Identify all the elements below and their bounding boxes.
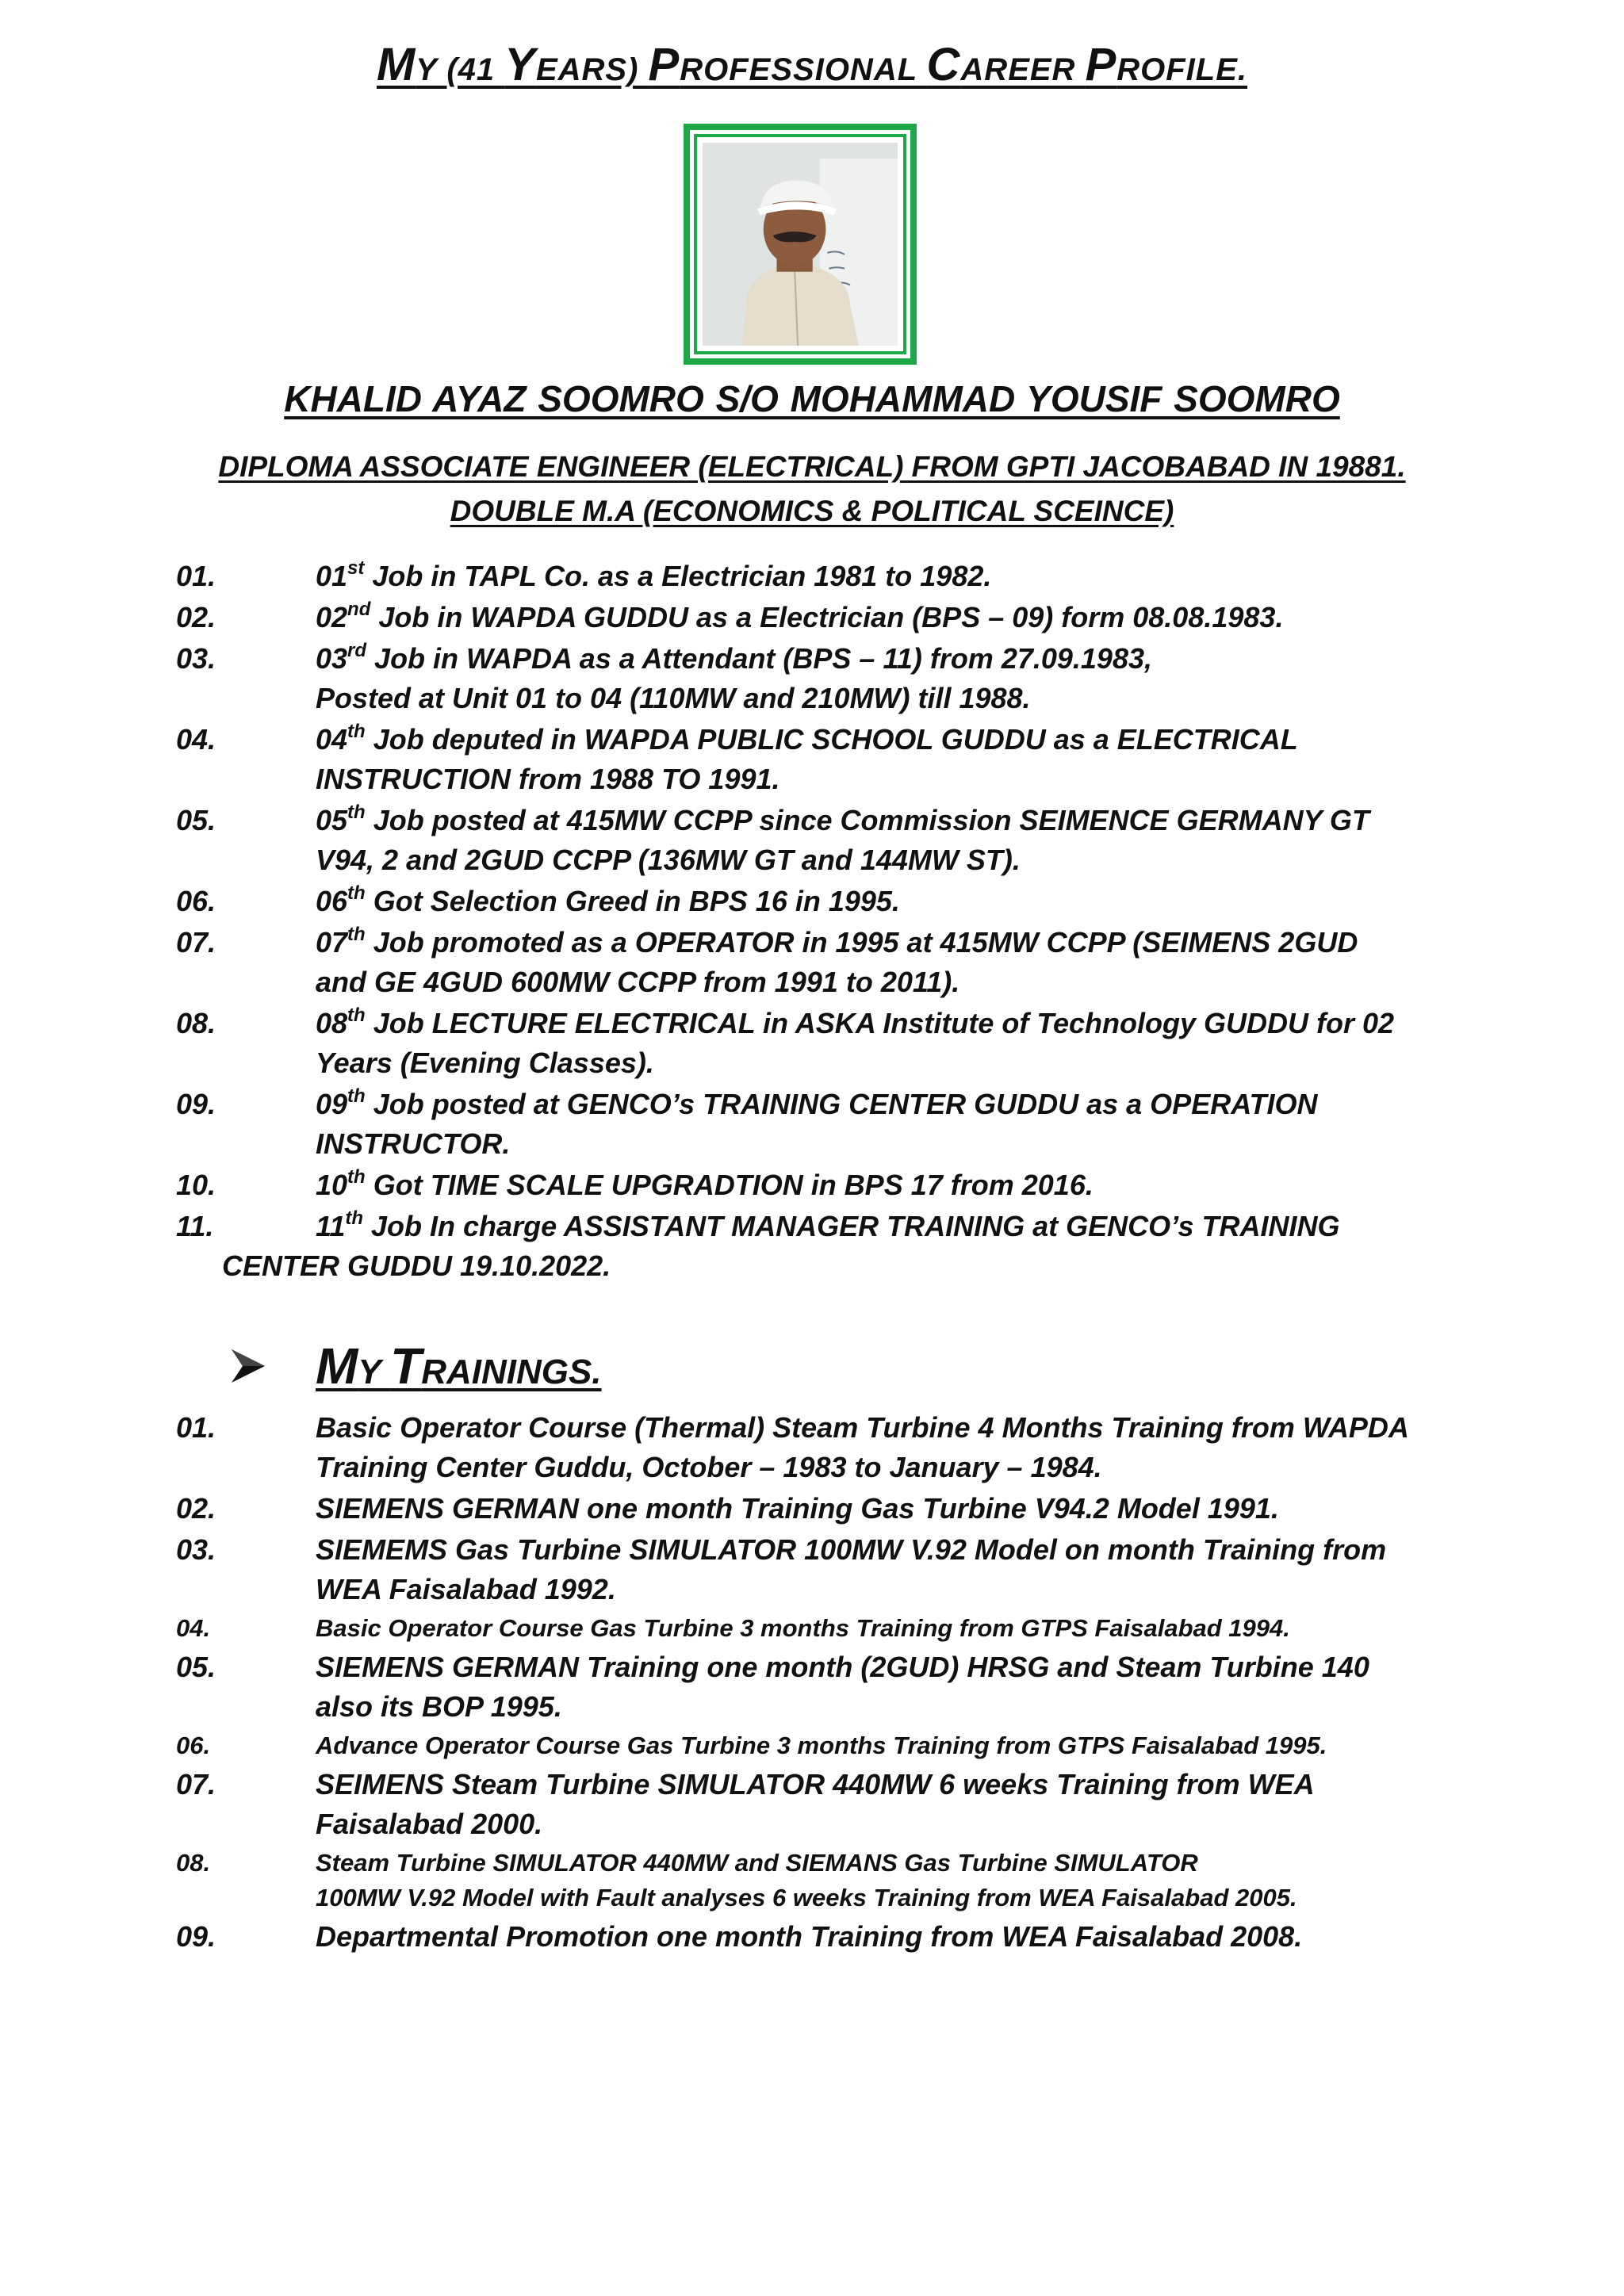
ordinal-suffix: th [347,924,366,945]
item-text: 100MW V.92 Model with Fault analyses 6 weeks Training from WEA Faisalabad 2005. [316,1884,1297,1911]
ordinal-suffix: th [347,1166,366,1188]
career-item [0,557,1624,601]
item-text: SIEMEMS Gas Turbine SIMULATOR 100MW V.92 Model on month Training from [316,1533,1387,1566]
item-text [316,966,959,999]
career-item [0,804,1624,885]
title-segment: M [316,1337,358,1395]
training-item [0,1492,1624,1533]
trainings-title [316,1337,602,1395]
training-item [0,1768,1624,1849]
ordinal-suffix: rd [347,640,367,661]
item-text [316,1004,1395,1040]
item-number: 05. [176,1651,216,1683]
profile-photo-frame [684,124,917,365]
ordinal-suffix: th [347,1085,366,1107]
item-number: 09. [176,1920,216,1953]
item-text [316,844,1021,877]
item-text: Departmental Promotion one month Training from WEA Faisalabad 2008. [316,1920,1303,1953]
item-text [316,926,1358,959]
text-run: Job in WAPDA GUDDU as a Electrician (BPS – 09) form 08.08.1983. [370,601,1284,633]
career-list [0,557,1624,1291]
title-segment: T [390,1337,422,1395]
item-text: SIEMENS GERMAN one month Training Gas Turbine V94.2 Model 1991. [316,1492,1279,1525]
item-text: SEIMENS Steam Turbine SIMULATOR 440MW 6 weeks Training from WEA [316,1768,1315,1800]
title-segment: Y [358,1353,391,1391]
text-run: Years (Evening Classes). [316,1047,654,1079]
item-number: 06. [176,885,216,917]
ordinal-suffix: th [347,802,366,823]
item-text [316,763,780,796]
text-run: 05 [316,804,348,836]
item-text [316,1127,510,1161]
text-run: Job in WAPDA as a Attendant (BPS – 11) from 27.09.1983, [366,642,1152,675]
career-item [0,723,1624,804]
profile-photo [703,143,898,346]
trainings-list [0,1411,1624,1961]
item-text [316,804,1369,837]
training-item [0,1651,1624,1732]
title-segment: EARS) [535,52,649,87]
training-item [0,1849,1624,1920]
text-run: CENTER GUDDU 19.10.2022. [222,1249,611,1282]
title-segment: AREER [960,52,1086,87]
text-run: and GE 4GUD 600MW CCPP from 1991 to 2011). [316,966,960,998]
item-text [316,1085,1318,1121]
name-line: KHALID AYAZ SOOMRO S/O MOHAMMAD YOUSIF SOOMRO [284,378,1340,419]
item-number: 10. [176,1169,216,1201]
title-segment: P [1085,39,1117,90]
item-number: 04. [176,723,216,756]
title-segment: 41 [458,52,505,87]
ordinal-suffix: th [345,1207,364,1229]
item-text: Basic Operator Course Gas Turbine 3 months Training from GTPS Faisalabad 1994. [316,1614,1290,1642]
item-text [316,682,1031,715]
item-number: 02. [176,1492,216,1525]
item-text [316,1207,1340,1243]
title-segment: C [926,39,961,90]
training-item [0,1533,1624,1614]
text-run: Job in TAPL Co. as a Electrician 1981 to 1982. [364,560,992,592]
text-run: 03 [316,642,348,675]
text-run: INSTRUCTION from 1988 TO 1991. [316,763,780,795]
title-segment: P [648,39,680,90]
text-run: 10 [316,1169,348,1201]
text-run: V94, 2 and 2GUD CCPP (136MW GT and 144MW ST). [316,844,1021,876]
title-segment: ROFESSIONAL [680,52,927,87]
item-text: WEA Faisalabad 1992. [316,1573,616,1605]
text-run: Job posted at GENCO’s TRAINING CENTER GUDDU as a OPERATION [365,1088,1318,1120]
item-text: Faisalabad 2000. [316,1808,543,1840]
text-run: 02 [316,601,348,633]
text-run: 11 [316,1210,346,1242]
item-text [222,1249,611,1283]
text-run: Posted at Unit 01 to 04 (110MW and 210MW) till 1988. [316,682,1031,714]
ordinal-suffix: th [347,882,366,904]
career-item [0,1085,1624,1169]
text-run: 01 [316,560,348,592]
career-item [0,1207,1624,1291]
text-run: Job deputed in WAPDA PUBLIC SCHOOL GUDDU as a ELECTRICAL [365,723,1298,756]
item-number: 03. [176,642,216,675]
text-run: 04 [316,723,348,756]
qualification-line-1: DIPLOMA ASSOCIATE ENGINEER (ELECTRICAL) FROM GPTI JACOBABAD IN 19881. [218,450,1406,483]
text-run: 07 [316,926,348,959]
item-text: Steam Turbine SIMULATOR 440MW and SIEMANS Gas Turbine SIMULATOR [316,1849,1198,1877]
text-run: Job In charge ASSISTANT MANAGER TRAINING at GENCO’s TRAINING [363,1210,1340,1242]
item-text [316,882,900,918]
item-number: 03. [176,1533,216,1566]
training-item [0,1920,1624,1961]
training-item [0,1411,1624,1492]
text-run: Job LECTURE ELECTRICAL in ASKA Institute of Technology GUDDU for 02 [365,1007,1395,1039]
ordinal-suffix: th [347,721,366,742]
item-number: 01. [176,1411,216,1444]
item-number: 02. [176,601,216,633]
text-run: Job posted at 415MW CCPP since Commission SEIMENCE GERMANY GT [365,804,1369,836]
qualification-line-2: DOUBLE M.A (ECONOMICS & POLITICAL SCEINCE) [450,495,1174,527]
item-text [316,1047,654,1080]
item-number: 04. [176,1614,211,1642]
item-text: Training Center Guddu, October – 1983 to January – 1984. [316,1451,1102,1483]
item-text: Basic Operator Course (Thermal) Steam Turbine 4 Months Training from WAPDA [316,1411,1409,1444]
item-text: also its BOP 1995. [316,1690,562,1723]
item-number: 05. [176,804,216,836]
text-run: INSTRUCTOR. [316,1127,511,1160]
item-text [316,1166,1094,1202]
text-run: 06 [316,885,348,917]
text-run: Got Selection Greed in BPS 16 in 1995. [365,885,900,917]
career-item [0,1166,1624,1210]
item-text [316,601,1283,634]
item-text: SIEMENS GERMAN Training one month (2GUD) HRSG and Steam Turbine 140 [316,1651,1369,1683]
text-run: Got TIME SCALE UPGRADTION in BPS 17 from 2016. [365,1169,1094,1201]
training-item [0,1614,1624,1651]
ordinal-suffix: nd [347,599,371,620]
item-text [316,723,1298,756]
title-segment: M [376,39,416,90]
trainings-heading [228,1337,704,1400]
title-segment: ROFILE. [1116,52,1248,87]
ordinal-suffix: th [347,1004,366,1026]
text-run: 09 [316,1088,348,1120]
item-number: 08. [176,1007,216,1039]
career-item [0,1004,1624,1088]
title-segment: Y ( [416,52,458,87]
title-segment: Y [504,39,536,90]
item-number: 07. [176,1768,216,1800]
training-item [0,1732,1624,1768]
ordinal-suffix: st [347,557,365,579]
text-run: 08 [316,1007,348,1039]
career-item [0,926,1624,1007]
page-title [0,38,1624,91]
arrow-bullet-icon [228,1346,268,1386]
item-number: 09. [176,1088,216,1120]
item-text [316,642,1152,675]
career-item [0,601,1624,642]
item-number: 06. [176,1732,211,1759]
title-segment: RAININGS. [421,1353,602,1391]
career-item [0,882,1624,926]
item-number: 11. [176,1210,214,1242]
item-text: Advance Operator Course Gas Turbine 3 months Training from GTPS Faisalabad 1995. [316,1732,1327,1759]
item-number: 01. [176,560,216,592]
career-item [0,642,1624,723]
text-run: Job promoted as a OPERATOR in 1995 at 415MW CCPP (SEIMENS 2GUD [365,926,1358,959]
item-text [316,557,992,593]
item-number: 08. [176,1849,211,1877]
item-number: 07. [176,926,216,959]
